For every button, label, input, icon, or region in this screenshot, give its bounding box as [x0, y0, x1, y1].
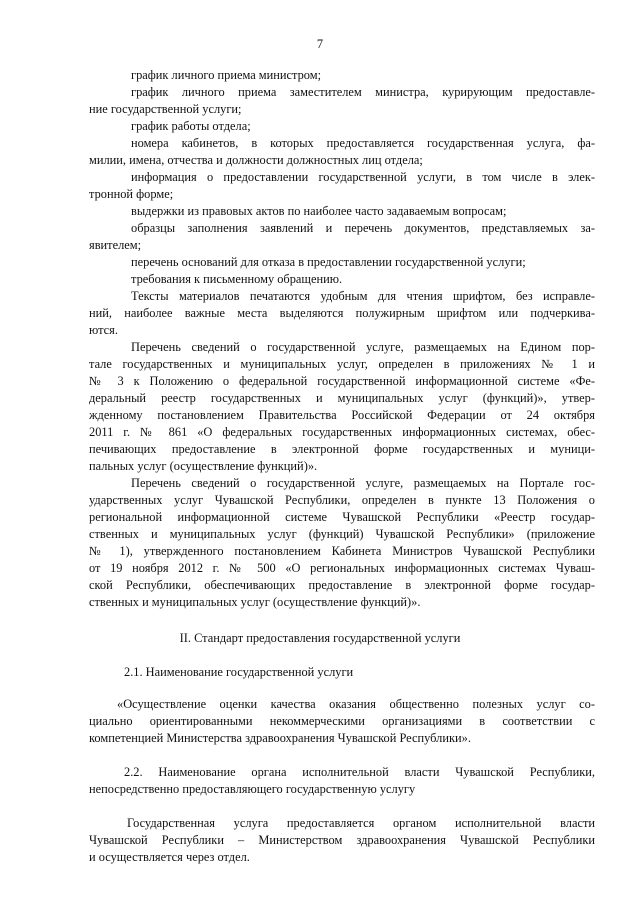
- text-line: пальных услуг (осуществление функций)».: [89, 459, 318, 473]
- text-line: тале государственных и муниципальных услуг, определен в приложениях № 1 и: [89, 357, 595, 371]
- text-line: ний, наиболее важные места выделяются полужирным шрифтом или подчеркива-: [89, 306, 595, 320]
- section-heading: II. Стандарт предоставления государственной услуги: [179, 631, 461, 645]
- text-line: Тексты материалов печатаются удобным для чтения шрифтом, без исправле-: [131, 289, 595, 303]
- subsection-heading: 2.1. Наименование государственной услуги: [124, 665, 354, 679]
- text-line: ются.: [89, 323, 118, 337]
- text-line: Перечень сведений о государственной услуге, размещаемых на Едином пор-: [131, 340, 595, 354]
- subsection-heading: непосредственно предоставляющего государственную услугу: [89, 782, 416, 796]
- text-line: деральный реестр государственных и муниципальных услуг (функций)», утвер-: [89, 391, 595, 405]
- subsection-heading: 2.2. Наименование органа исполнительной власти Чувашской Республики,: [124, 765, 595, 779]
- text-line: № 1), утвержденного постановлением Кабинета Министров Чувашской Республики: [89, 544, 595, 558]
- text-line: «Осуществление оценки качества оказания общественно полезных услуг со-: [117, 697, 595, 711]
- text-line: ние государственной услуги;: [89, 102, 242, 116]
- text-line: требования к письменному обращению.: [131, 272, 343, 286]
- text-line: образцы заполнения заявлений и перечень документов, представляемых за-: [131, 221, 595, 235]
- text-line: региональной информационной системе Чувашской Республики «Реестр государ-: [89, 510, 595, 524]
- text-line: явителем;: [89, 238, 142, 252]
- text-line: график личного приема министром;: [131, 68, 322, 82]
- text-line: от 19 ноября 2012 г. № 500 «О региональных информационных системах Чуваш-: [89, 561, 595, 575]
- text-line: циально ориентированными некоммерческими организациями в соответствии с: [89, 714, 595, 728]
- text-line: выдержки из правовых актов по наиболее часто задаваемым вопросам;: [131, 204, 507, 218]
- text-line: жденному постановлением Правительства Российской Федерации от 24 октября: [89, 408, 595, 422]
- text-line: тронной форме;: [89, 187, 174, 201]
- text-line: ственных и муниципальных услуг (осуществление функций)».: [89, 595, 421, 609]
- text-line: компетенцией Министерства здравоохранения Чувашской Республики».: [89, 731, 471, 745]
- text-line: график личного приема заместителем министра, курирующим предоставле-: [131, 85, 595, 99]
- text-line: номера кабинетов, в которых предоставляется государственная услуга, фа-: [131, 136, 595, 150]
- text-line: и осуществляется через отдел.: [89, 850, 250, 864]
- text-line: печивающих предоставление в электронной форме государственных и муници-: [89, 442, 595, 456]
- text-line: ударственных услуг Чувашской Республики, определен в пункте 13 Положения о: [89, 493, 595, 507]
- text-line: перечень оснований для отказа в предоставлении государственной услуги;: [131, 255, 526, 269]
- text-line: 2011 г. № 861 «О федеральных государственных информационных системах, обес-: [89, 425, 595, 439]
- text-line: Государственная услуга предоставляется органом исполнительной власти: [127, 816, 595, 830]
- text-line: милии, имена, отчества и должности должностных лиц отдела;: [89, 153, 423, 167]
- text-line: ской Республики, обеспечивающих предоставление в электронной форме государ-: [89, 578, 595, 592]
- text-line: информация о предоставлении государственной услуги, в том числе в элек-: [131, 170, 595, 184]
- text-line: ственных и муниципальных услуг (функций) Чувашской Республики» (приложение: [89, 527, 595, 541]
- text-line: Перечень сведений о государственной услуге, размещаемых на Портале гос-: [131, 476, 595, 490]
- text-line: Чувашской Республики – Министерством здравоохранения Чувашской Республики: [89, 833, 595, 847]
- page-number: 7: [316, 37, 324, 51]
- text-line: № 3 к Положению о федеральной государственной информационной системе «Фе-: [89, 374, 595, 388]
- text-line: график работы отдела;: [131, 119, 251, 133]
